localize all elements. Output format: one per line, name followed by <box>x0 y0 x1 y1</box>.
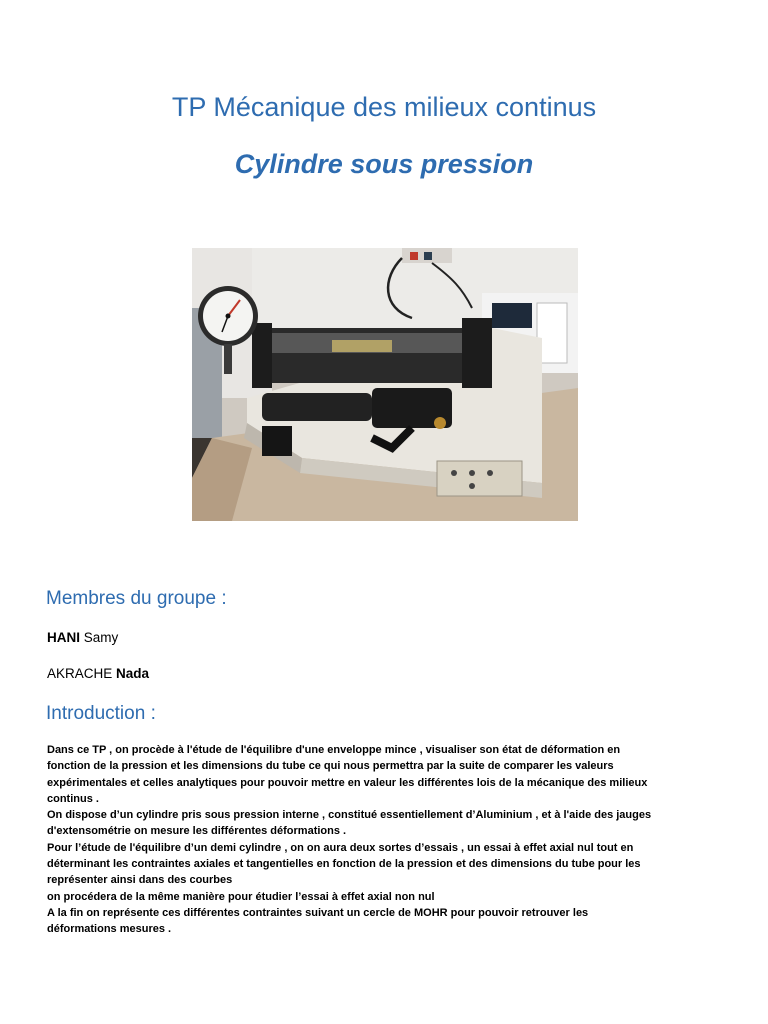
intro-line: A la fin on représente ces différentes contraintes suivant un cercle de MOHR pour pouvoir retrouver les <box>47 906 589 919</box>
document-title: TP Mécanique des milieux continus <box>171 92 597 122</box>
intro-line: fonction de la pression et les dimensions du tube ce qui nous permettra par la suite de comparer les valeurs <box>47 760 614 773</box>
apparatus-photo <box>192 248 578 521</box>
member-item <box>47 666 149 681</box>
introduction-body <box>47 742 727 938</box>
intro-line: On dispose d’un cylindre pris sous pression interne , constitué essentiellement d’Aluminium , et à l'aide des jauges <box>47 809 652 822</box>
member-item <box>47 630 118 645</box>
intro-line: déformations mesures . <box>47 923 172 936</box>
members-heading: Membres du groupe : <box>46 588 227 609</box>
document-subtitle: Cylindre sous pression <box>234 149 534 179</box>
intro-line: Pour l’étude de l'équilibre d’un demi cylindre , on on aura deux sortes d’essais , un essai à effet axial nul tout en <box>47 841 634 854</box>
member-first-name: Nada <box>112 666 150 681</box>
intro-line: Dans ce TP , on procède à l'étude de l'équilibre d'une enveloppe mince , visualiser son état de déformation en <box>47 744 621 756</box>
apparatus-illustration <box>192 248 578 521</box>
member-first-name: Samy <box>80 630 119 645</box>
member-last-name: HANI <box>47 630 80 645</box>
intro-line: d'extensométrie on mesure les différentes déformations . <box>47 825 347 838</box>
intro-line: représenter ainsi dans des courbes <box>47 874 233 887</box>
member-last-name: AKRACHE <box>47 666 113 681</box>
introduction-heading: Introduction : <box>46 703 156 724</box>
intro-line: déterminant les contraintes axiales et tangentielles en fonction de la pression et des dimensions du tube pour les <box>47 858 641 871</box>
intro-line: expérimentales et celles analytiques pour pouvoir mettre en valeur les différentes lois de la mécanique des milieux <box>47 776 648 789</box>
intro-line: continus . <box>47 792 99 805</box>
intro-line: on procédera de la même manière pour étudier l’essai à effet axial non nul <box>47 890 435 903</box>
